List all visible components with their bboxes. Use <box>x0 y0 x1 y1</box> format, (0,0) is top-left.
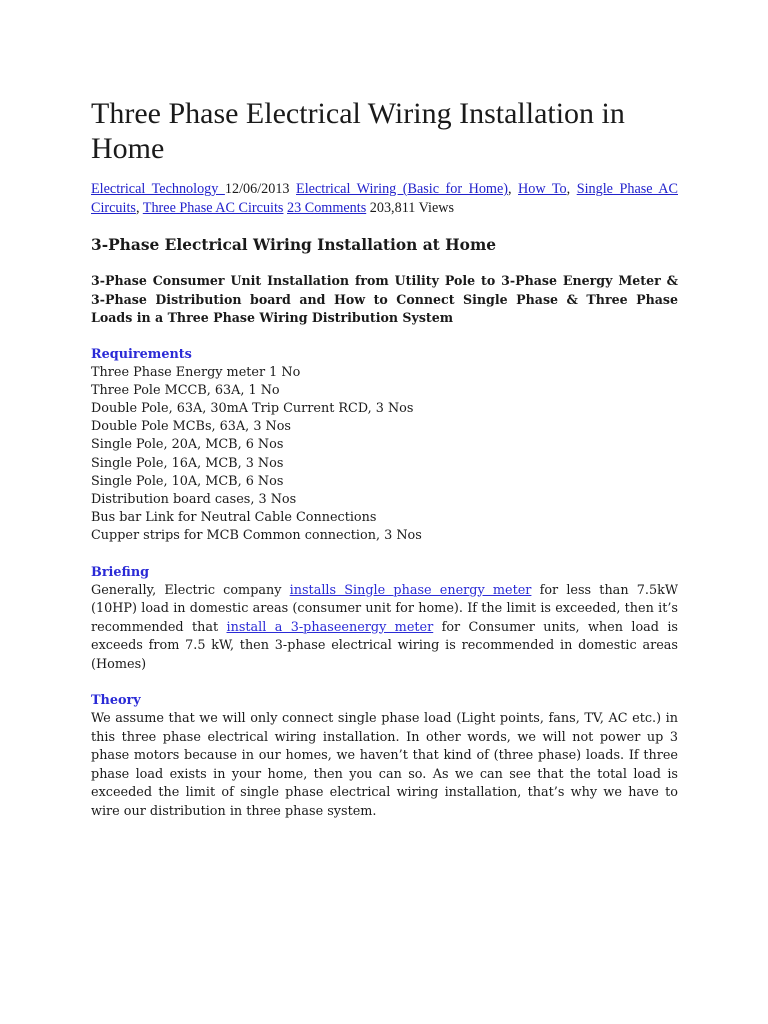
publish-date: 12/06/2013 <box>224 181 290 197</box>
list-item: Cupper strips for MCB Common connection, 3 Nos <box>91 528 422 544</box>
author-link[interactable]: Electrical Technology <box>91 181 225 197</box>
list-item: Single Pole, 20A, MCB, 6 Nos <box>91 437 284 453</box>
category-link-electrical-wiring[interactable]: Electrical Wiring (Basic for Home) <box>296 181 508 197</box>
list-item: Single Pole, 16A, MCB, 3 Nos <box>91 455 284 471</box>
category-link-three-phase[interactable]: Three Phase AC Circuits <box>142 200 284 216</box>
list-item: Distribution board cases, 3 Nos <box>91 491 297 507</box>
article-subheading: 3-Phase Consumer Unit Installation from Utility Pole to 3-Phase Energy Meter & 3-Phase Distribution board and How to Connect Single Phase & Three Phase Loads in a Three Phase Wiring Distribution System <box>91 273 678 325</box>
comments-link[interactable]: 23 Comments <box>287 200 367 216</box>
list-item: Bus bar Link for Neutral Cable Connections <box>91 510 377 526</box>
separator: , <box>507 181 519 197</box>
list-item: Double Pole MCBs, 63A, 3 Nos <box>91 419 292 435</box>
list-item: Three Pole MCCB, 63A, 1 No <box>91 382 280 398</box>
article-meta <box>91 180 678 218</box>
separator: , <box>135 200 143 216</box>
list-item: Three Phase Energy meter 1 No <box>91 364 301 380</box>
list-item: Double Pole, 63A, 30mA Trip Current RCD, 3 Nos <box>91 400 414 416</box>
separator: , <box>566 181 577 197</box>
briefing-text: for less than 7.5kW (10HP) load in domestic areas (consumer unit for home). If the limit is exceeded, then it’s recommended that <box>91 582 678 635</box>
briefing-text: Generally, Electric company <box>91 582 290 598</box>
category-link-single-phase[interactable]: Single Phase AC Circuits <box>91 181 678 216</box>
section-heading: 3-Phase Electrical Wiring Installation at Home <box>91 236 497 254</box>
briefing-title: Briefing <box>91 564 150 580</box>
list-item: Single Pole, 10A, MCB, 6 Nos <box>91 473 284 489</box>
requirements-list <box>91 364 678 546</box>
view-count: 203,811 Views <box>369 200 455 216</box>
theory-paragraph: We assume that we will only connect single phase load (Light points, fans, TV, AC etc.) in this three phase electrical wiring installation. In other words, we will not power up 3 phase motors because in our homes, we haven’t that kind of (three phase) loads. If three phase load exists in your home, then you can so. As we can see that the total load is exceeded the limit of single phase electrical wiring installation, that’s why we have to wire our distribution in three phase system. <box>91 711 678 819</box>
article <box>91 96 678 821</box>
requirements-title: Requirements <box>91 346 192 362</box>
category-link-how-to[interactable]: How To <box>518 181 567 197</box>
single-phase-meter-link[interactable]: installs Single phase energy meter <box>289 582 532 598</box>
theory-title: Theory <box>91 693 141 709</box>
briefing-paragraph <box>91 582 678 675</box>
article-title: Three Phase Electrical Wiring Installation in Home <box>91 97 625 165</box>
three-phase-meter-link[interactable]: install a 3-phaseenergy meter <box>226 619 434 635</box>
briefing-text: for Consumer units, when load is exceeds from 7.5 kW, then 3-phase electrical wiring is recommended in domestic areas (Homes) <box>91 619 679 672</box>
